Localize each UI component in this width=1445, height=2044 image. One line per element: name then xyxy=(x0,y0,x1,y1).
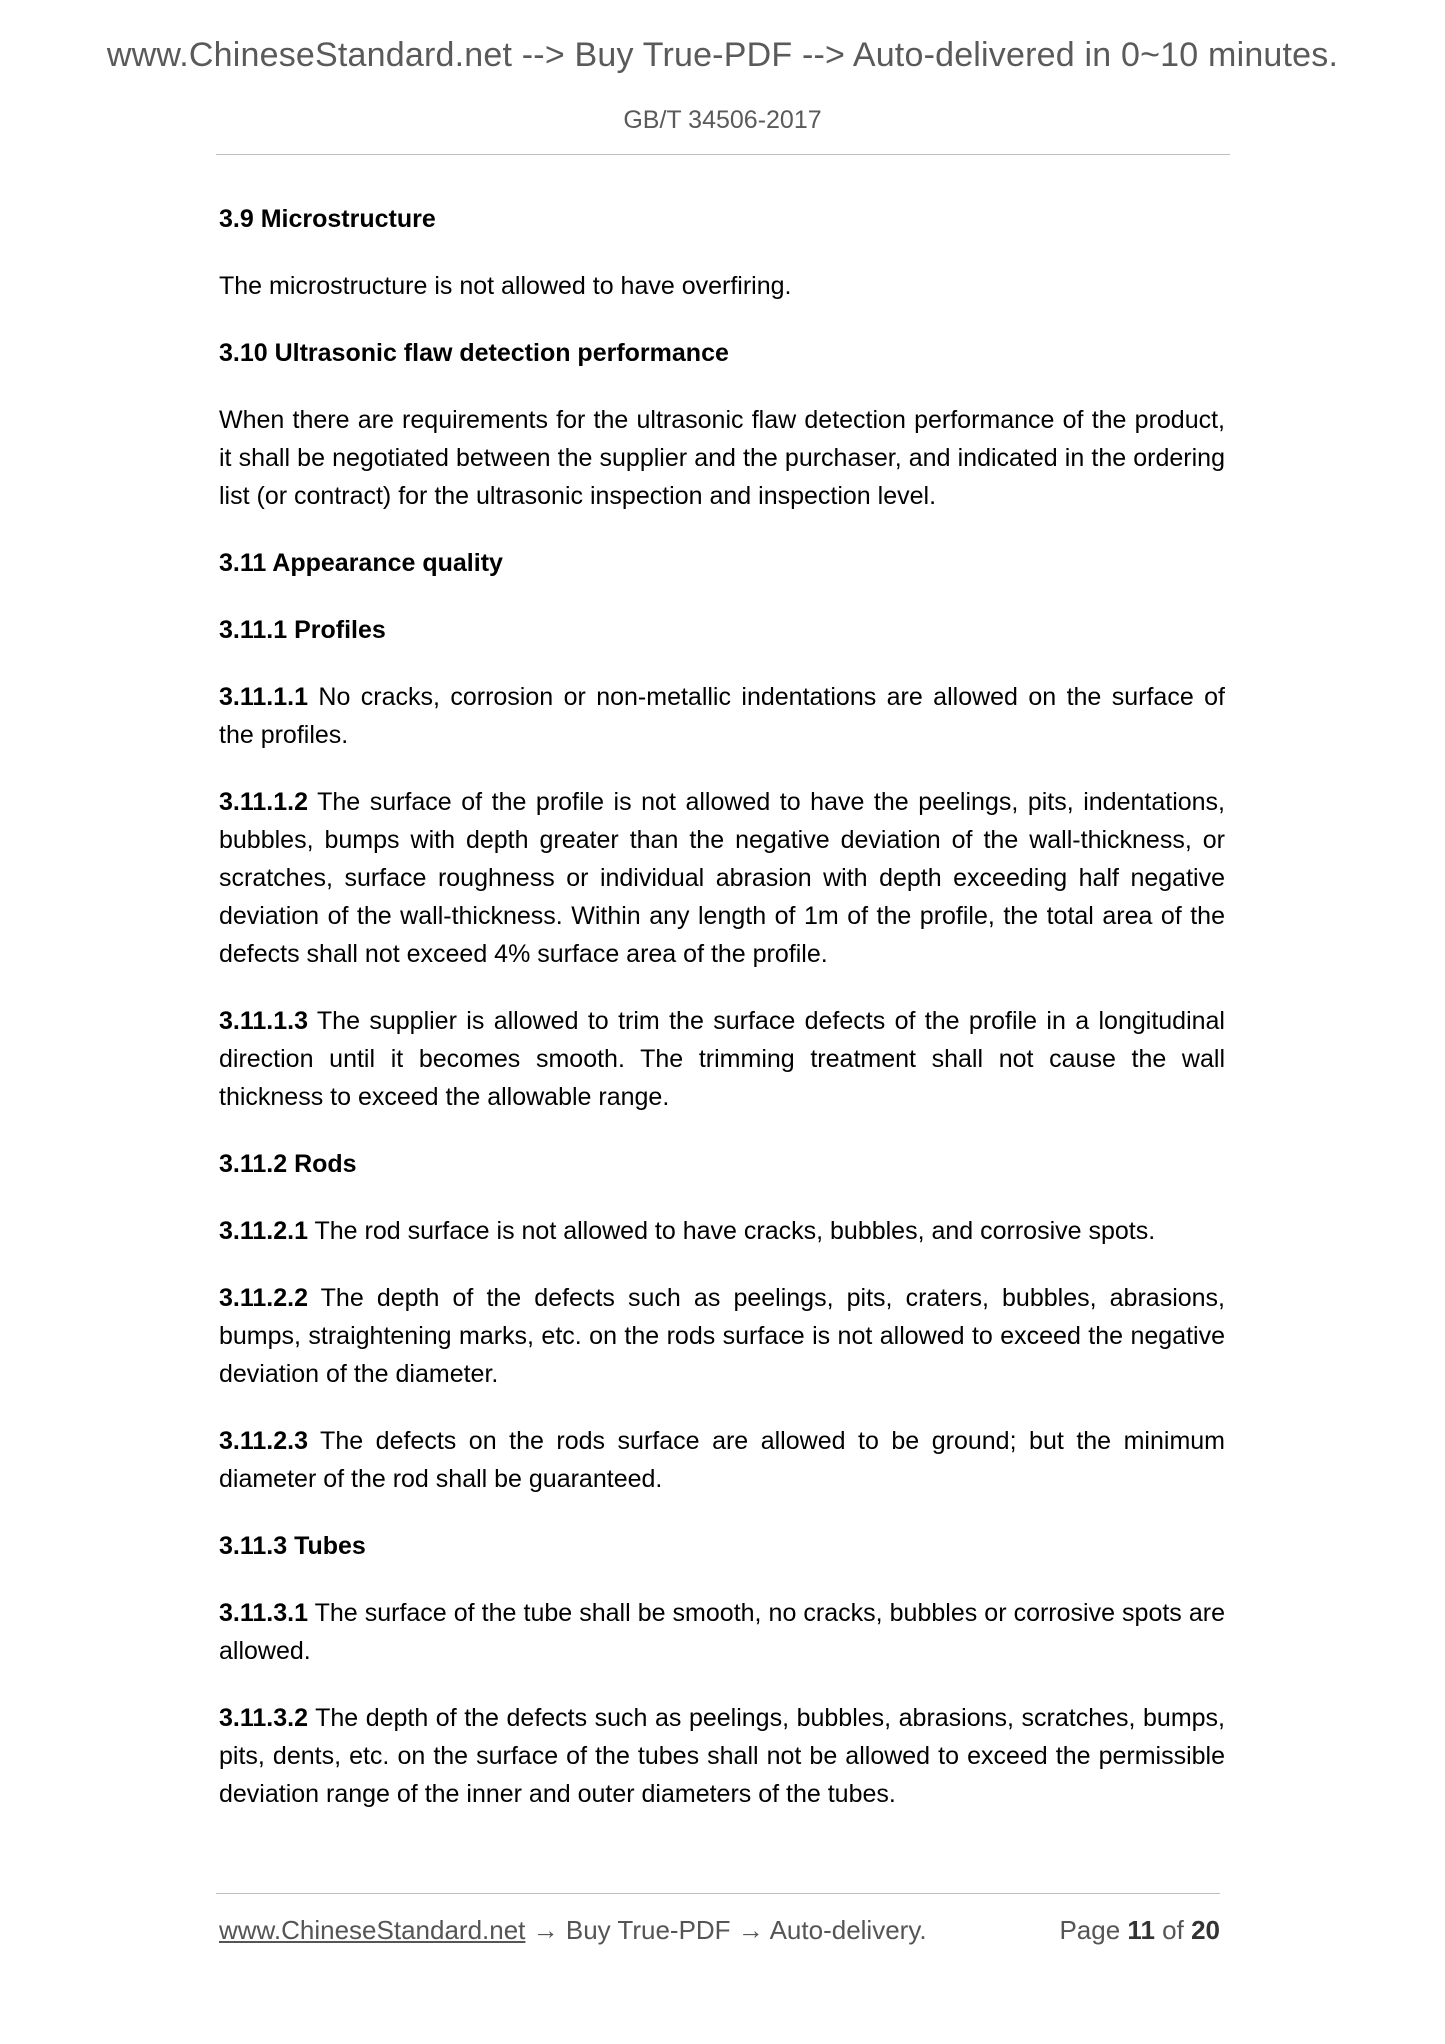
section-heading: 3.10 Ultrasonic flaw detection performance xyxy=(219,339,729,367)
paragraph: When there are requirements for the ultrasonic flaw detection performance of the product, it shall be negotiated between the supplier and the purchaser, and indicated in the ordering list (or contract) for the ultrasonic inspection and inspection level. xyxy=(219,406,1225,510)
clause-text: The depth of the defects such as peelings, bubbles, abrasions, scratches, bumps, pits, dents, etc. on the surface of the tubes shall not be allowed to exceed the permissible deviation range of the inner and outer diameters of the tubes. xyxy=(219,1704,1225,1808)
document-body xyxy=(219,200,1225,1842)
top-banner: www.ChineseStandard.net --> Buy True-PDF --> Auto-delivered in 0~10 minutes. xyxy=(106,36,1339,74)
clause xyxy=(219,1594,1225,1670)
clause xyxy=(219,1422,1225,1498)
clause-number: 3.11.3.2 xyxy=(219,1704,308,1732)
clause-text: The surface of the profile is not allowed to have the peelings, pits, indentations, bubbles, bumps with depth greater than the negative deviation of the wall-thickness, or scratches, surface roughness or individual abrasion with depth exceeding half negative deviation of the wall-thickness. Within any length of 1m of the profile, the total area of the defects shall not exceed 4% surface area of the profile. xyxy=(219,788,1225,968)
page-number: 11 xyxy=(1127,1915,1155,1945)
clause xyxy=(219,1279,1225,1393)
section-heading: 3.9 Microstructure xyxy=(219,205,436,233)
clause-text: The depth of the defects such as peelings, pits, craters, bubbles, abrasions, bumps, straightening marks, etc. on the rods surface is not allowed to exceed the negative deviation of the diameter. xyxy=(219,1284,1225,1388)
page-indicator xyxy=(1059,1915,1220,1946)
standard-code: GB/T 34506-2017 xyxy=(623,106,822,134)
clause xyxy=(219,1002,1225,1116)
clause xyxy=(219,678,1225,754)
clause xyxy=(219,1699,1225,1813)
clause-text: The defects on the rods surface are allowed to be ground; but the minimum diameter of the rod shall be guaranteed. xyxy=(219,1427,1225,1493)
page-label: Page xyxy=(1059,1915,1121,1945)
of-label: of xyxy=(1162,1915,1184,1945)
clause-number: 3.11.3.1 xyxy=(219,1599,308,1627)
clause-number: 3.11.1.1 xyxy=(219,683,308,711)
header-divider xyxy=(216,154,1230,155)
clause-text: The supplier is allowed to trim the surface defects of the profile in a longitudinal direction until it becomes smooth. The trimming treatment shall not cause the wall thickness to exceed the allowable range. xyxy=(219,1007,1225,1111)
section-heading: 3.11 Appearance quality xyxy=(219,549,503,577)
paragraph: The microstructure is not allowed to have overfiring. xyxy=(219,272,792,300)
subsection-heading: 3.11.1 Profiles xyxy=(219,616,386,644)
site-link[interactable]: www.ChineseStandard.net xyxy=(219,1915,526,1945)
clause-text: The rod surface is not allowed to have cracks, bubbles, and corrosive spots. xyxy=(307,1217,1156,1245)
arrow-icon: → xyxy=(730,1915,770,1945)
arrow-icon: → xyxy=(525,1915,566,1945)
clause xyxy=(219,1212,1225,1250)
clause-text: No cracks, corrosion or non-metallic indentations are allowed on the surface of the profiles. xyxy=(219,683,1225,749)
footer-promo xyxy=(219,1915,927,1946)
clause-number: 3.11.1.3 xyxy=(219,1007,308,1035)
page-total: 20 xyxy=(1191,1915,1220,1945)
clause-text: The surface of the tube shall be smooth, no cracks, bubbles or corrosive spots are allowed. xyxy=(219,1599,1225,1665)
subsection-heading: 3.11.2 Rods xyxy=(219,1150,357,1178)
subsection-heading: 3.11.3 Tubes xyxy=(219,1532,366,1560)
clause-number: 3.11.1.2 xyxy=(219,788,308,816)
clause xyxy=(219,783,1225,973)
delivery-text: Auto-delivery. xyxy=(769,1915,927,1945)
clause-number: 3.11.2.3 xyxy=(219,1427,308,1455)
clause-number: 3.11.2.2 xyxy=(219,1284,308,1312)
footer-divider xyxy=(216,1893,1220,1894)
buy-text: Buy True-PDF xyxy=(565,1915,731,1945)
clause-number: 3.11.2.1 xyxy=(219,1217,308,1245)
